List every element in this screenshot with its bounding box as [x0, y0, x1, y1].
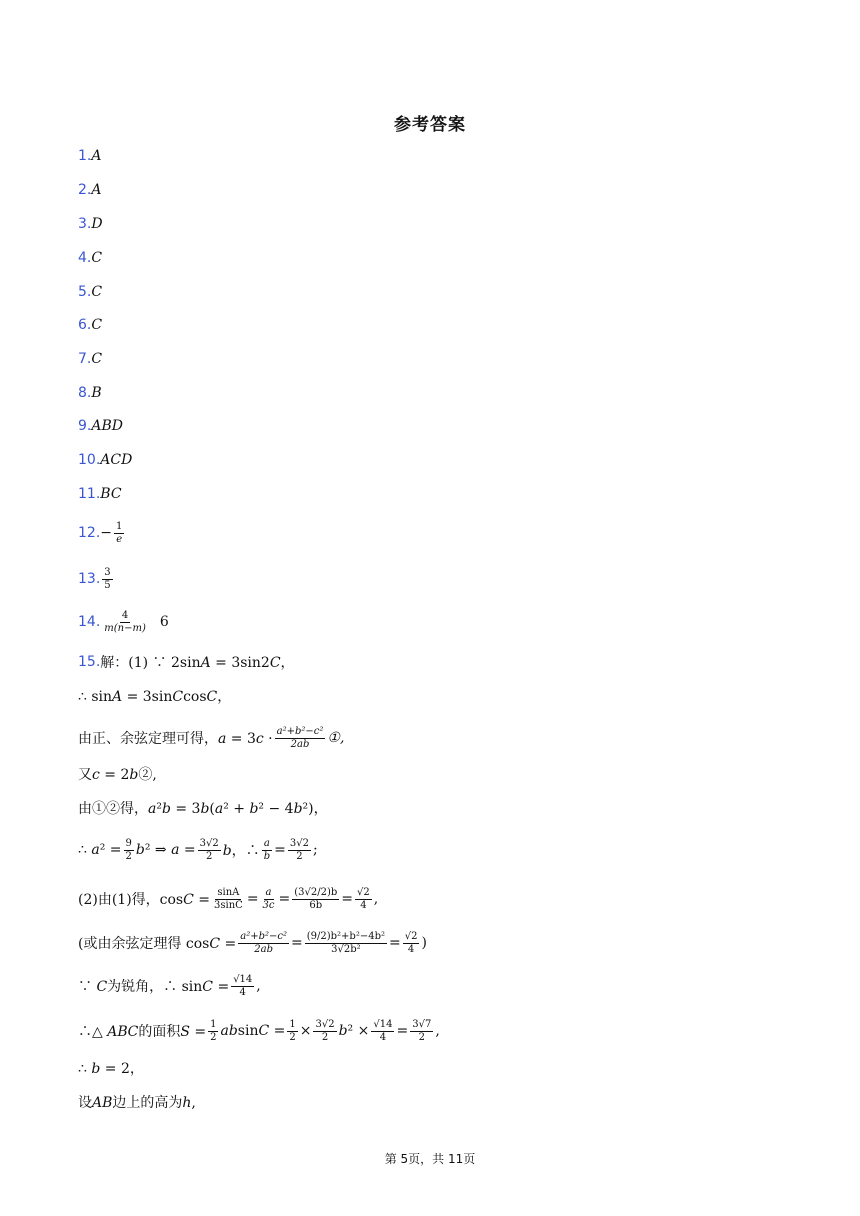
fraction	[212, 887, 245, 911]
solution-text: ∴ 𝑎² =	[78, 842, 122, 858]
fraction	[102, 567, 112, 591]
answer-line	[78, 280, 102, 304]
solution-text: 𝑎𝑏sin𝐶 =	[220, 1023, 286, 1039]
denominator: 4	[239, 986, 246, 998]
numerator: 1	[116, 521, 123, 532]
solution-text: =	[274, 842, 286, 858]
denominator: 2	[125, 850, 132, 862]
answer-value: ACD	[100, 452, 133, 468]
denominator: 2	[289, 1031, 296, 1043]
question-number: 6.	[78, 317, 92, 333]
solution-text: ∵ 𝐶为锐角，∴ sin𝐶 =	[78, 979, 230, 995]
denominator: 2ab	[290, 738, 310, 750]
answer-value: BC	[100, 486, 122, 502]
answer-value: B	[91, 385, 102, 401]
answer-line	[78, 518, 126, 548]
denominator: 5	[104, 579, 111, 591]
denominator: m(n−m)	[104, 622, 146, 634]
solution-line	[78, 762, 157, 786]
denominator: 3sinC	[214, 899, 243, 911]
fraction	[102, 610, 148, 634]
fraction	[124, 838, 134, 862]
answer-line	[78, 212, 103, 236]
answer-line	[78, 246, 102, 270]
question-number: 13.	[78, 571, 101, 587]
answer-line	[78, 482, 122, 506]
solution-text: 𝑏，∴	[222, 843, 260, 859]
fraction	[231, 974, 254, 998]
answer-value: C	[91, 317, 103, 333]
denominator: 3√2b²	[331, 943, 361, 955]
solution-text: 由正、余弦定理可得，𝑎 = 3𝑐 ·	[78, 731, 273, 747]
answer-line	[78, 607, 169, 637]
question-number: 14.	[78, 614, 101, 630]
solution-text: )	[421, 935, 427, 951]
fraction	[355, 887, 372, 911]
numerator: a	[265, 887, 272, 898]
solution-line	[78, 834, 318, 866]
numerator: 4	[121, 610, 129, 621]
denominator: 4	[360, 899, 367, 911]
solution-line	[78, 1090, 196, 1114]
numerator: √2	[404, 931, 418, 942]
solution-text: ;	[312, 842, 318, 858]
question-number: 2.	[78, 182, 92, 198]
solution-text: 𝑏² ⇒ 𝑎 =	[135, 842, 196, 858]
numerator: sinA	[217, 887, 240, 898]
solution-line	[78, 650, 295, 674]
denominator: 2	[321, 1031, 329, 1043]
fraction	[261, 887, 277, 911]
answer-line	[78, 347, 102, 371]
numerator: √2	[357, 887, 370, 898]
question-number: 3.	[78, 216, 92, 232]
fraction	[371, 1019, 394, 1043]
answer-line	[78, 144, 101, 168]
fraction	[305, 931, 387, 955]
numerator: √14	[233, 974, 253, 985]
solution-text: ①,	[327, 730, 345, 746]
numerator: 3√2	[289, 838, 309, 849]
question-number: 7.	[78, 351, 92, 367]
solution-line: (或由余弦定理得 cos𝐶 = $\frac{\text{a²+b²−c²}}{2ab}$ = $\frac{\text{(9/2)b²+b²−4b²}}{\text{3√2b²}}$ = $\frac{√2}{4}$ )	[78, 931, 427, 955]
numerator: a²+b²−c²	[240, 931, 288, 942]
fraction	[114, 521, 124, 545]
numerator: a	[263, 838, 270, 849]
denominator: 2	[296, 850, 303, 862]
solution-text: ∴△ 𝐴𝐵𝐶的面积𝑆 =	[78, 1024, 207, 1040]
question-number: 1.	[78, 148, 92, 164]
solution-text: ∴ 𝑏 = 2，	[78, 1061, 144, 1077]
denominator: 3c	[262, 899, 275, 911]
solution-text: 设𝐴𝐵边上的高为ℎ,	[78, 1095, 196, 1111]
solution-text: 𝑏² ×	[338, 1023, 370, 1039]
question-number: 8.	[78, 385, 92, 401]
answer-line	[78, 381, 102, 405]
answer-line	[78, 178, 101, 202]
denominator: 2	[210, 1031, 217, 1043]
fraction	[410, 1019, 433, 1043]
minus-sign: −	[100, 525, 112, 541]
denominator: b	[263, 850, 271, 862]
answer-value: C	[91, 351, 103, 367]
question-number: 9.	[78, 418, 92, 434]
solution-line: (2)由(1)得，cos𝐶 = $\frac{\sin A}{3\sin C}$ = $\frac{a}{3c}$ = $\frac{(3√2/2)b}{6b}$ = $\frac{√2}{4}$ ,	[78, 887, 379, 911]
solution-line: ∵ 𝐶为锐角，∴ sin𝐶 = $\frac{√14}{4}$ ,	[78, 974, 261, 998]
answer-line	[78, 448, 132, 472]
page-footer: 第 5页，共 11页	[384, 1152, 476, 1166]
solution-text: 又𝑐 = 2𝑏②,	[78, 767, 157, 783]
numerator: a²+b²−c²	[276, 726, 324, 737]
numerator: 1	[289, 1019, 296, 1030]
denominator: 2ab	[254, 943, 273, 955]
fraction	[292, 887, 339, 911]
answer-value: D	[91, 216, 103, 232]
page-title: 参考答案	[394, 115, 466, 135]
fraction	[198, 838, 221, 862]
denominator: e	[116, 533, 123, 545]
numerator: (9/2)b²+b²−4b²	[306, 931, 385, 942]
solution-line	[78, 1056, 144, 1080]
answer-value: A	[91, 148, 102, 164]
solution-text: ∴ sin𝐴 = 3sin𝐶cos𝐶，	[78, 689, 232, 705]
denominator: 2	[418, 1031, 425, 1043]
fraction	[313, 1019, 336, 1043]
second-answer: 6	[159, 614, 169, 630]
answer-line	[78, 414, 123, 438]
fraction	[238, 931, 289, 955]
fraction	[275, 726, 326, 750]
solution-line	[78, 684, 231, 708]
solution-line	[78, 796, 328, 820]
solution-line: ∴△ 𝐴𝐵𝐶的面积𝑆 = $\frac{1}{2}$ 𝑎𝑏sin𝐶 = $\frac{1}{2}$ × $\frac{3√2}{2}$ 𝑏² × $\frac{√14}{4}$ = $\frac{3√7}{2}$ ,	[78, 1019, 440, 1043]
numerator: 3√2	[315, 1019, 335, 1030]
solution-line	[78, 722, 344, 754]
question-number: 5.	[78, 284, 92, 300]
answer-value: C	[91, 284, 103, 300]
answer-value: ABD	[91, 418, 123, 434]
fraction	[403, 931, 420, 955]
question-number: 11.	[78, 486, 101, 502]
solution-text: 解：(1) ∵ 2sin𝐴 = 3sin2𝐶，	[100, 655, 295, 671]
question-number: 12.	[78, 525, 101, 541]
fraction	[208, 1019, 218, 1043]
numerator: 9	[125, 838, 132, 849]
question-number: 10.	[78, 452, 101, 468]
answer-value: C	[91, 250, 103, 266]
question-number: 4.	[78, 250, 92, 266]
denominator: 6b	[309, 899, 323, 911]
numerator: 3√7	[412, 1019, 432, 1030]
question-number: 15.	[78, 654, 101, 670]
answer-value: A	[91, 182, 102, 198]
denominator: 2	[205, 850, 213, 862]
solution-text: 由①②得，𝑎²𝑏 = 3𝑏(𝑎² + 𝑏² − 4𝑏²)，	[78, 801, 328, 817]
answer-line	[78, 313, 102, 337]
solution-text: (2)由(1)得，cos𝐶 =	[78, 892, 211, 908]
denominator: 4	[407, 943, 415, 955]
numerator: √14	[373, 1019, 393, 1030]
numerator: (3√2/2)b	[294, 887, 338, 898]
denominator: 4	[379, 1031, 387, 1043]
fraction	[287, 1019, 297, 1043]
numerator: 1	[210, 1019, 217, 1030]
numerator: 3	[104, 567, 111, 578]
numerator: 3√2	[199, 838, 219, 849]
answer-line	[78, 564, 115, 594]
fraction	[262, 838, 272, 862]
solution-text: (或由余弦定理得 cos𝐶 =	[78, 936, 237, 952]
fraction	[288, 838, 311, 862]
